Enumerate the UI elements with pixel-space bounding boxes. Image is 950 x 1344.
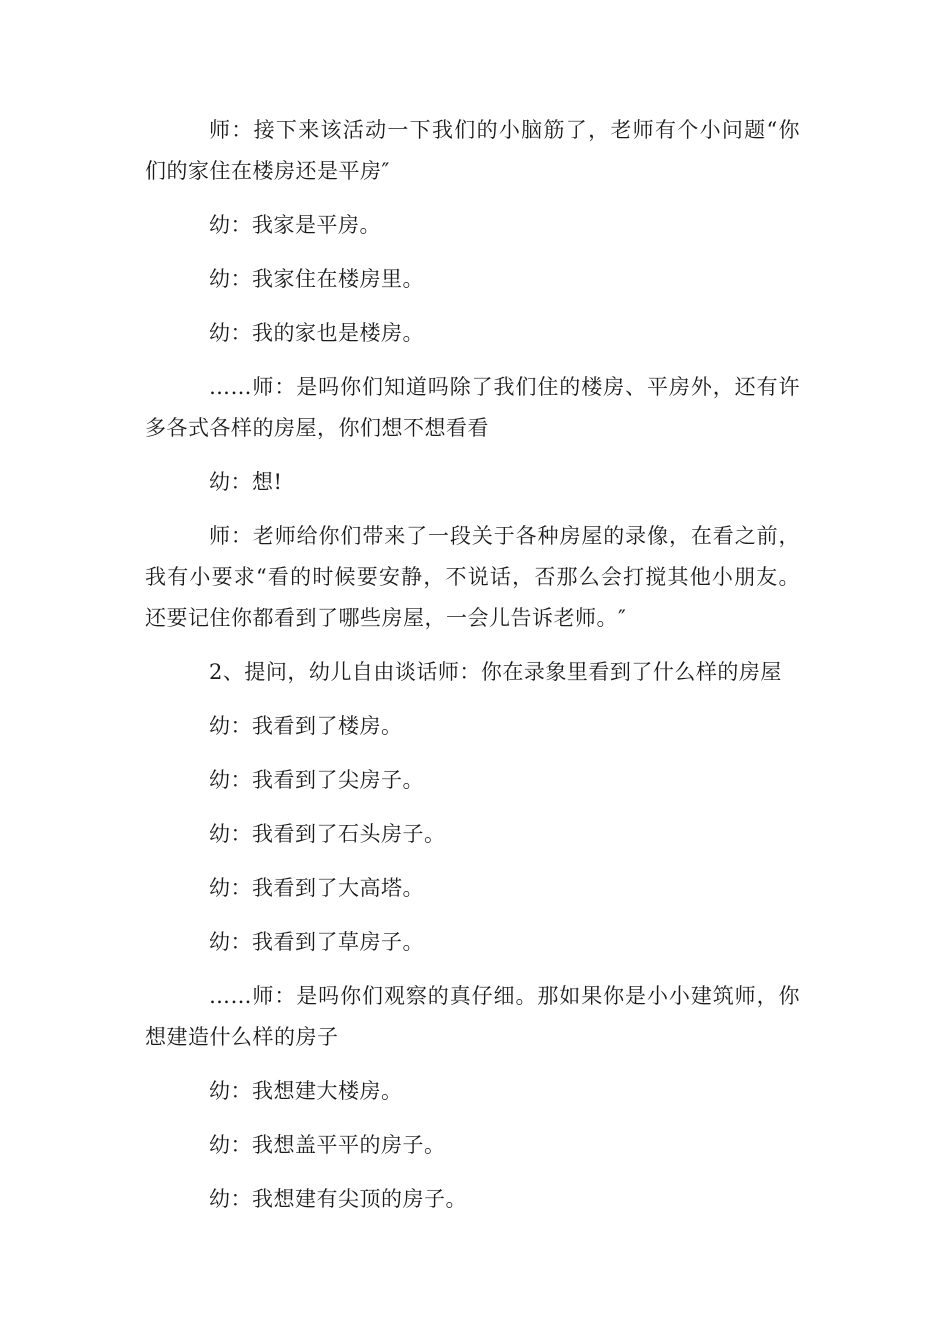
paragraph: 幼：我想盖平平的房子。: [209, 1133, 446, 1157]
paragraph: 幼：我看到了草房子。: [209, 930, 424, 954]
paragraph: ……师：是吗你们观察的真仔细。那如果你是小小建筑师，你想建造什么样的房子: [145, 984, 800, 1049]
paragraph: 师：接下来该活动一下我们的小脑筋了，老师有个小问题“你们的家住在楼房还是平房″: [145, 118, 800, 183]
paragraph: 幼：我家是平房。: [209, 213, 381, 237]
document-body: [145, 110, 800, 1233]
paragraph: 幼：想!: [209, 470, 283, 494]
paragraph: 幼：我看到了楼房。: [209, 714, 403, 738]
paragraph: ……师：是吗你们知道吗除了我们住的楼房、平房外，还有许多各式各样的房屋，你们想不想看看: [145, 375, 800, 440]
paragraph: 幼：我看到了石头房子。: [209, 822, 446, 846]
paragraph: 幼：我家住在楼房里。: [209, 267, 424, 291]
paragraph: 师：老师给你们带来了一段关于各种房屋的录像，在看之前，我有小要求“看的时候要安静，不说话，否那么会打搅其他小朋友。还要记住你都看到了哪些房屋，一会儿告诉老师。″: [145, 524, 800, 630]
paragraph: 幼：我的家也是楼房。: [209, 321, 424, 345]
paragraph: 幼：我想建有尖顶的房子。: [209, 1187, 467, 1211]
paragraph: 2、提问，幼儿自由谈话师：你在录象里看到了什么样的房屋: [209, 660, 782, 684]
paragraph: 幼：我想建大楼房。: [209, 1079, 403, 1103]
paragraph: 幼：我看到了尖房子。: [209, 768, 424, 792]
paragraph: 幼：我看到了大高塔。: [209, 876, 424, 900]
